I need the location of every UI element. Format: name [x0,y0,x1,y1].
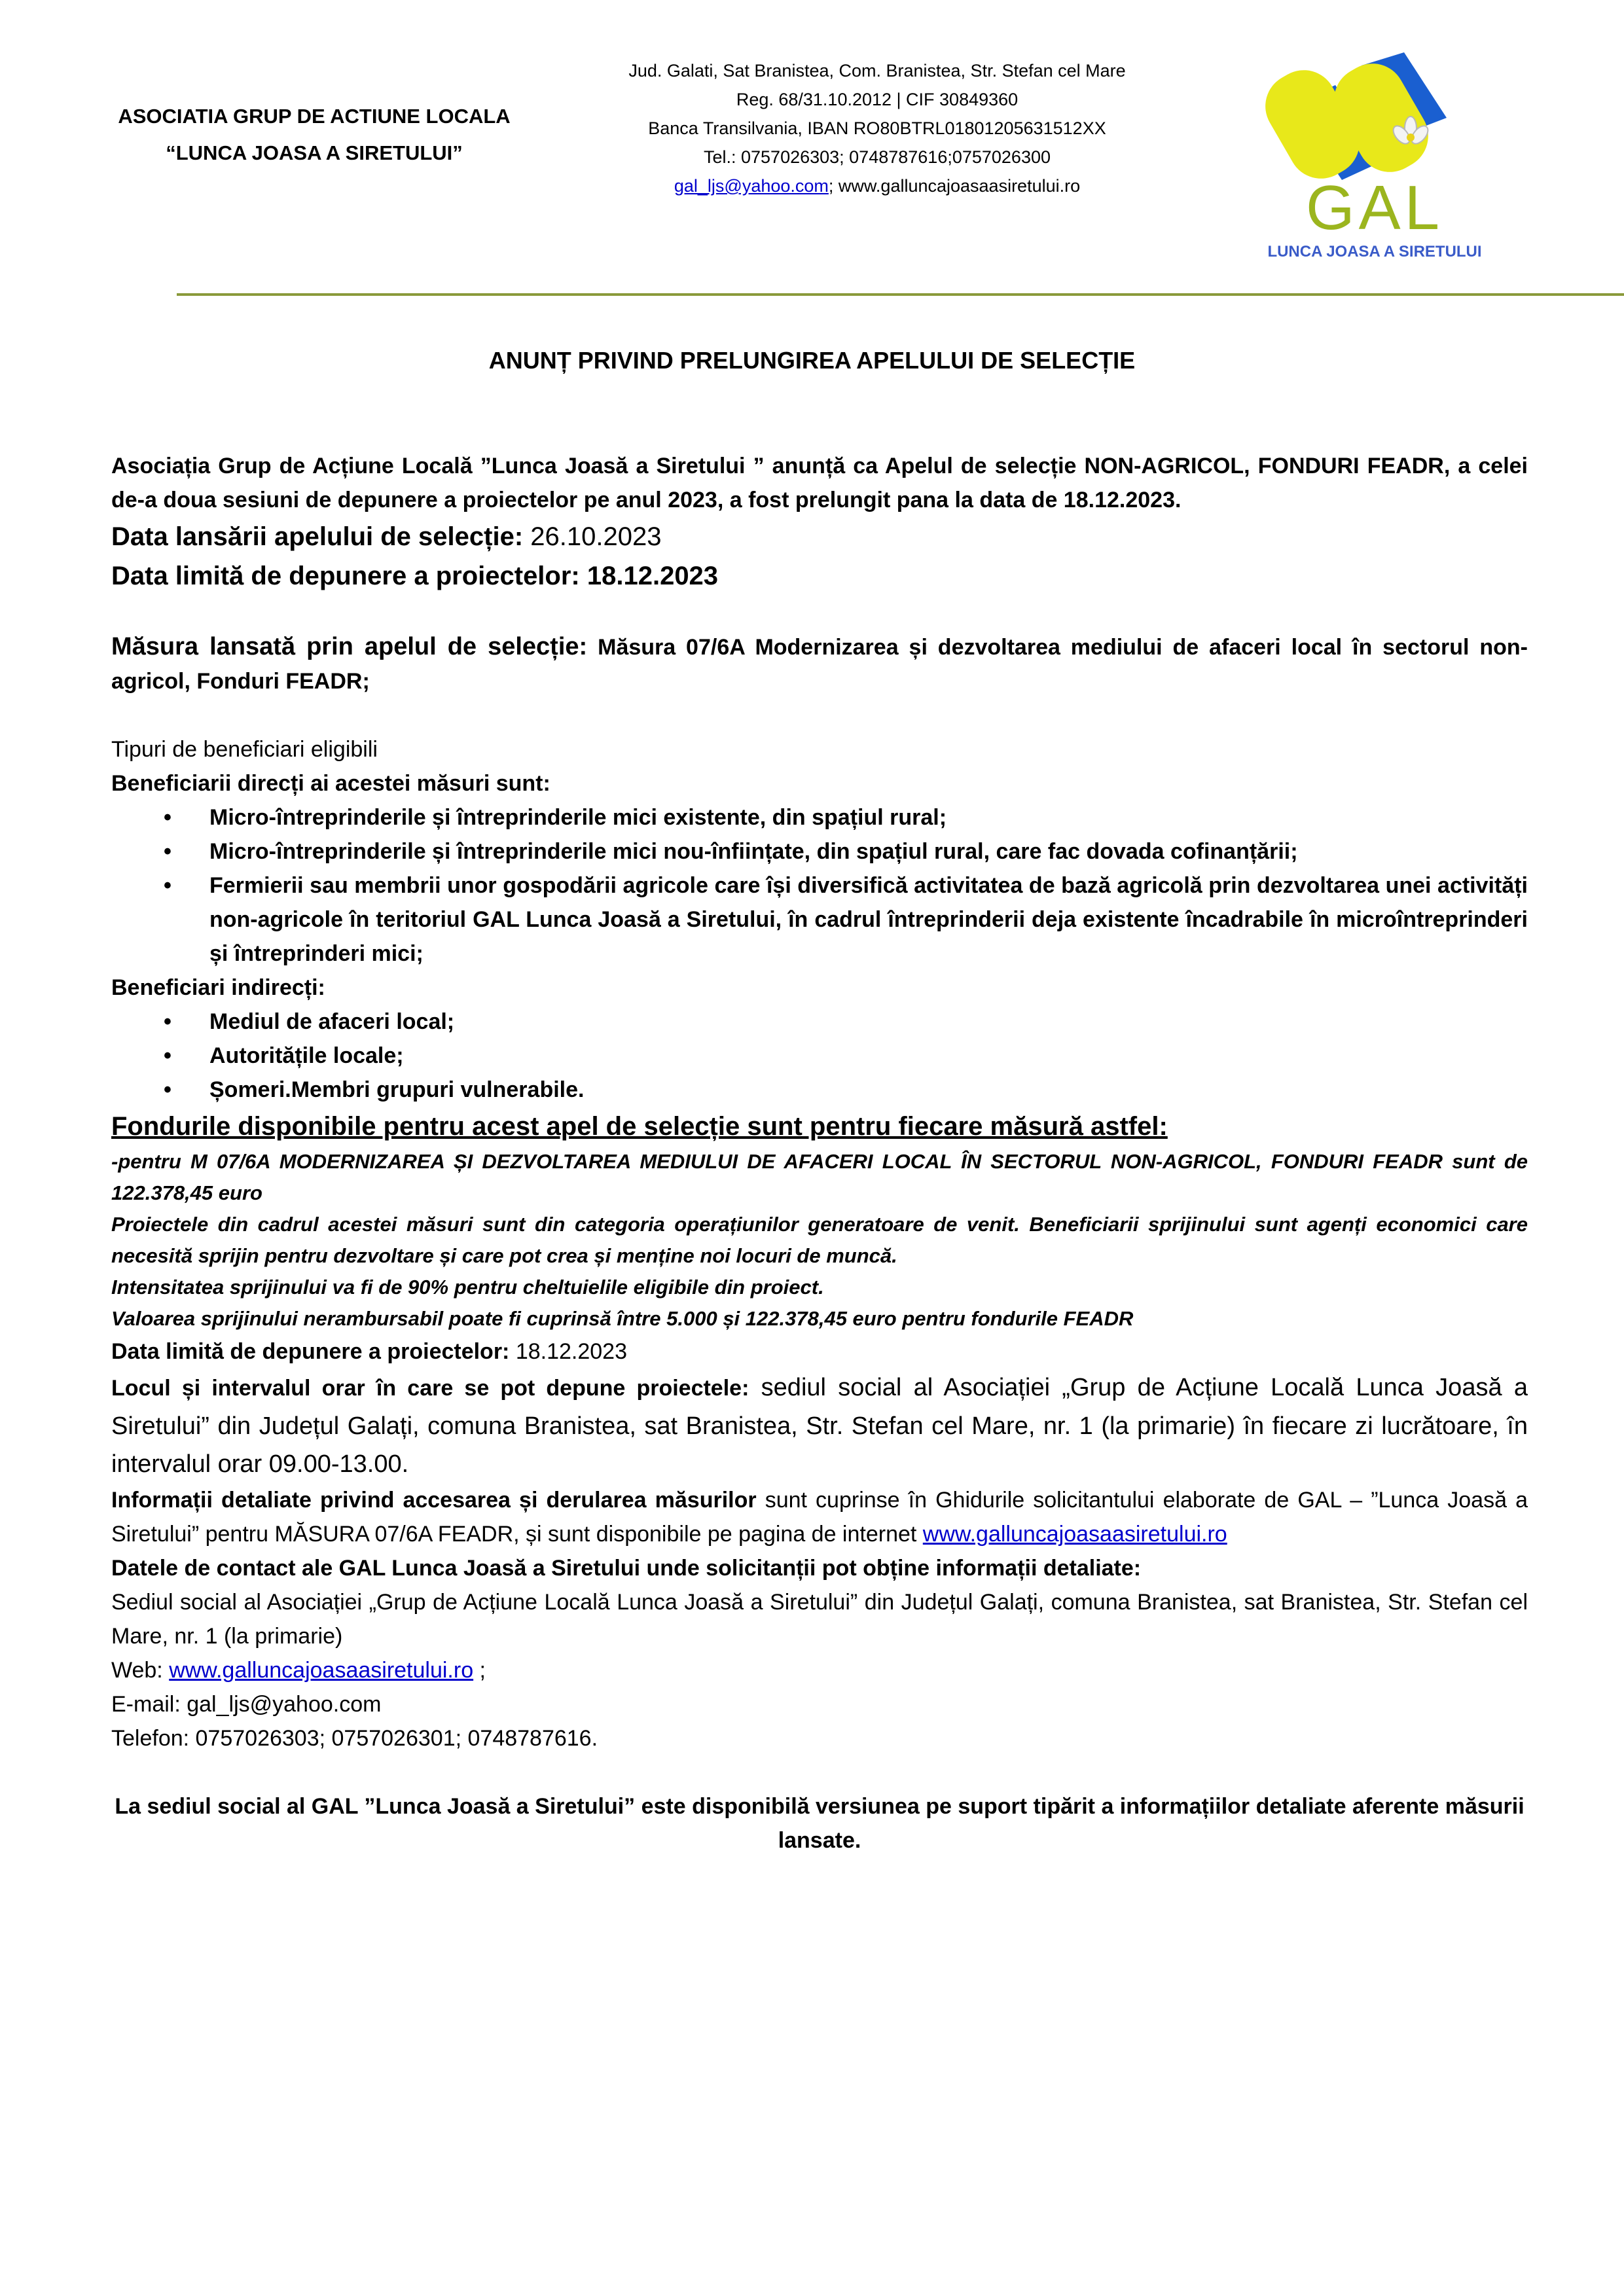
funds-allocation: -pentru M 07/6A MODERNIZAREA ȘI DEZVOLTAREA MEDIULUI DE AFACERI LOCAL ÎN SECTORUL NON-AGRICOL, FONDURI FEADR sunt de 122.378,45 euro [111,1150,1528,1204]
bullet-icon: • [164,805,171,830]
contact-web-line [111,1653,1528,1687]
list-item: • Fermierii sau membrii unor gospodării agricole care își diversifică activitatea de bază agricolă prin dezvoltarea unei activități non-agricole în teritoriul GAL Lunca Joasă a Siretului, în cadrul întreprinderii deja existente încadrabile în microîntreprinderi și întreprinderi mici; [111,869,1528,971]
header-contact-block [576,56,1178,200]
funds-heading: Fondurile disponibile pentru acest apel de selecție sunt pentru fiecare măsură astfel [111,1112,1159,1141]
bullet-icon: • [164,1077,171,1102]
header-bank: Banca Transilvania, IBAN RO80BTRL01801205631512XX [648,118,1106,138]
intro-paragraph: Asociația Grup de Acțiune Locală ”Lunca Joasă a Siretului ” anunță ca Apelul de selecție NON-AGRICOL, FONDURI FEADR, a celei de-a doua sesiuni de depunere a proiectelor pe anul 2023, a fost prelungit pana la data de 18.12.2023. [111,454,1528,512]
measure-line [111,630,1528,698]
list-item: • Autoritățile locale; [111,1039,1528,1073]
list-item: • Micro-întreprinderile și întreprinderile mici existente, din spațiul rural; [111,800,1528,834]
header-registration: Reg. 68/31.10.2012 | CIF 30849360 [736,90,1019,109]
beneficiaries-heading: Tipuri de beneficiari eligibili [111,737,378,762]
funds-heading-colon: : [1159,1112,1168,1141]
spacer [111,596,1528,630]
header-email-web-line [576,171,1178,200]
direct-beneficiaries-heading: Beneficiarii direcți ai acestei măsuri sunt: [111,771,550,796]
funds-value-range: Valoarea sprijinului nerambursabil poate fi cuprinsă între 5.000 și 122.378,45 euro pentru fondurile FEADR [111,1307,1134,1330]
logo-subtitle: LUNCA JOASA A SIRETULUI [1267,243,1482,260]
info-label: Informații detaliate privind accesarea și derularea măsurilor [111,1488,757,1513]
direct-beneficiaries-list [111,800,1528,971]
info-website-link[interactable]: www.galluncajoasaasiretului.ro [922,1522,1227,1547]
launch-date-label: Data lansării apelului de selecție: [111,522,524,551]
launch-date-line [111,517,1528,556]
indirect-beneficiaries-list [111,1005,1528,1107]
launch-date-value: 26.10.2023 [523,522,662,551]
header-phone: Tel.: 0757026303; 0748787616;0757026300 [703,147,1051,167]
spacer [111,698,1528,732]
location-value: sediul social al Asociației „Grup de Acțiune Locală Lunca Joasă a Siretului” din Județul Galați, comuna Branistea, sat Branistea, Str. Stefan cel Mare, nr. 1 (la primarie) în fiecare zi lucrătoare, în intervalul orar 09.00-13.00. [111,1374,1528,1478]
info-paragraph [111,1483,1528,1551]
header-website: www.galluncajoasaasiretului.ro [838,176,1081,196]
contact-heading: Datele de contact ale GAL Lunca Joasă a Siretului unde solicitanții pot obține informații detaliate: [111,1556,1142,1581]
bullet-icon: • [164,839,171,864]
measure-value: Măsura 07/6A Modernizarea și dezvoltarea mediului de afaceri local în sectorul non-agricol, Fonduri FEADR; [111,635,1528,694]
header-email-separator: ; [828,176,839,196]
contact-web-label: Web: [111,1658,170,1683]
list-item: • Șomeri.Membri grupuri vulnerabile. [111,1073,1528,1107]
list-item: • Mediul de afaceri local; [111,1005,1528,1039]
bullet-icon: • [164,1009,171,1034]
header-divider [177,293,1624,296]
header-address: Jud. Galati, Sat Branistea, Com. Branistea, Str. Stefan cel Mare [628,61,1126,81]
document-body [111,449,1528,1857]
document-title: ANUNȚ PRIVIND PRELUNGIREA APELULUI DE SELECȚIE [488,347,1136,374]
funds-intensity: Intensitatea sprijinului va fi de 90% pentru cheltuielile eligibile din proiect. [111,1276,824,1299]
org-name-line-1: ASOCIATIA GRUP DE ACTIUNE LOCALA [118,105,511,128]
location-label: Locul și intervalul orar în care se pot depune proiectele: [111,1376,749,1401]
deadline2-line [111,1335,1528,1369]
indirect-beneficiaries-heading: Beneficiari indirecți: [111,975,325,1000]
logo-gal-text: GAL [1305,173,1444,243]
footer-note: La sediul social al GAL ”Lunca Joasă a Siretului” este disponibilă versiunea pe suport tipărit a informațiilor detaliate aferente măsurii lansate. [115,1794,1525,1853]
org-name-line-2: “LUNCA JOASA A SIRETULUI” [166,141,463,164]
contact-email: E-mail: gal_ljs@yahoo.com [111,1692,382,1717]
funds-heading-line [111,1107,1528,1146]
list-item: • Micro-întreprinderile și întreprinderile mici nou-înființate, din spațiul rural, care fac dovada cofinanțării; [111,834,1528,869]
deadline2-value: 18.12.2023 [509,1339,628,1364]
funds-description: Proiectele din cadrul acestei măsuri sunt din categoria operațiunilor generatoare de venit. Beneficiarii sprijinului sunt agenți economici care necesită sprijin pentru dezvoltare și care pot crea și menține noi locuri de muncă. [111,1213,1528,1267]
contact-web-suffix: ; [473,1658,486,1683]
measure-label: Măsura lansată prin apelul de selecție: [111,633,588,660]
deadline2-label: Data limită de depunere a proiectelor: [111,1339,510,1364]
contact-address: Sediul social al Asociației „Grup de Acțiune Locală Lunca Joasă a Siretului” din Județul Galați, comuna Branistea, sat Branistea, Str. Stefan cel Mare, nr. 1 (la primarie) [111,1590,1528,1649]
bullet-icon: • [164,873,171,898]
location-paragraph [111,1369,1528,1483]
gal-logo [1237,39,1512,262]
bullet-icon: • [164,1043,171,1068]
organization-name [111,98,517,171]
header-email-link[interactable]: gal_ljs@yahoo.com [674,176,829,196]
spacer [111,1755,1528,1789]
info-value: sunt cuprinse în Ghidurile solicitantului elaborate de GAL – ”Lunca Joasă a Siretului” pentru MĂSURA 07/6A FEADR, și sunt disponibile pe pagina de internet [111,1488,1528,1547]
deadline-line: Data limită de depunere a proiectelor: 18.12.2023 [111,562,719,590]
contact-web-link[interactable]: www.galluncajoasaasiretului.ro [169,1658,474,1683]
contact-phone: Telefon: 0757026303; 0757026301; 0748787616. [111,1726,598,1751]
